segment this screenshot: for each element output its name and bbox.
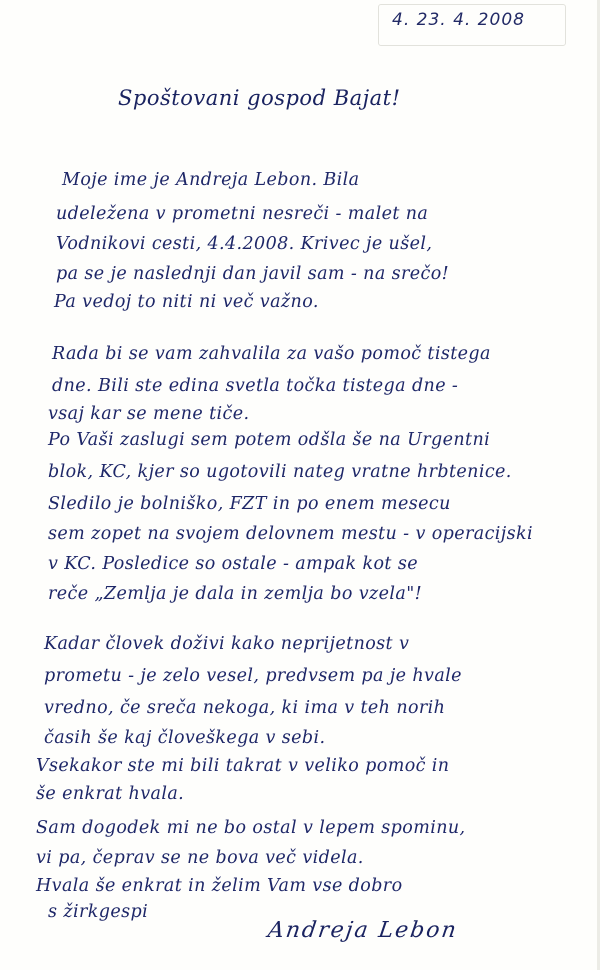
letter-line: pa se je naslednji dan javil sam - na srečo! — [56, 264, 450, 284]
letter-line: blok, KC, kjer so ugotovili nateg vratne hrbtenice. — [48, 462, 512, 482]
letter-line: vi pa, čeprav se ne bova več videla. — [36, 848, 364, 868]
letter-line: v KC. Posledice so ostale - ampak kot se — [48, 554, 418, 574]
letter-line: s žirkgespi — [48, 902, 149, 922]
letter-line: sem zopet na svojem delovnem mestu - v operacijski — [48, 524, 533, 544]
letter-line: vsaj kar se mene tiče. — [48, 404, 250, 424]
letter-line: dne. Bili ste edina svetla točka tistega dne - — [52, 376, 459, 396]
letter-line: Rada bi se vam zahvalila za vašo pomoč tistega — [52, 344, 491, 364]
letter-line: Po Vaši zaslugi sem potem odšla še na Urgentni — [48, 430, 491, 450]
letter-line: Pa vedoj to niti ni več važno. — [54, 292, 319, 312]
letter-greeting: Spoštovani gospod Bajat! — [118, 86, 401, 110]
signature: Andreja Lebon — [266, 918, 460, 943]
letter-date: 4. 23. 4. 2008 — [392, 10, 525, 30]
letter-line: udeležena v prometni nesreči - malet na — [56, 204, 429, 224]
letter-line: reče „Zemlja je dala in zemlja bo vzela"! — [48, 584, 423, 604]
letter-line: Vodnikovi cesti, 4.4.2008. Krivec je ušel, — [56, 234, 433, 254]
letter-line: Kadar človek doživi kako neprijetnost v — [44, 634, 410, 654]
letter-line: Moje ime je Andreja Lebon. Bila — [62, 170, 360, 190]
letter-line: Hvala še enkrat in želim Vam vse dobro — [36, 876, 403, 896]
letter-line: prometu - je zelo vesel, predvsem pa je hvale — [44, 666, 462, 686]
letter-line: časih še kaj človeškega v sebi. — [44, 728, 326, 748]
letter-line: še enkrat hvala. — [36, 784, 185, 804]
letter-line: Vsekakor ste mi bili takrat v veliko pomoč in — [36, 756, 450, 776]
letter-line: Sledilo je bolniško, FZT in po enem mesecu — [48, 494, 451, 514]
letter-line: Sam dogodek mi ne bo ostal v lepem spominu, — [36, 818, 466, 838]
letter-line: vredno, če sreča nekoga, ki ima v teh norih — [44, 698, 446, 718]
